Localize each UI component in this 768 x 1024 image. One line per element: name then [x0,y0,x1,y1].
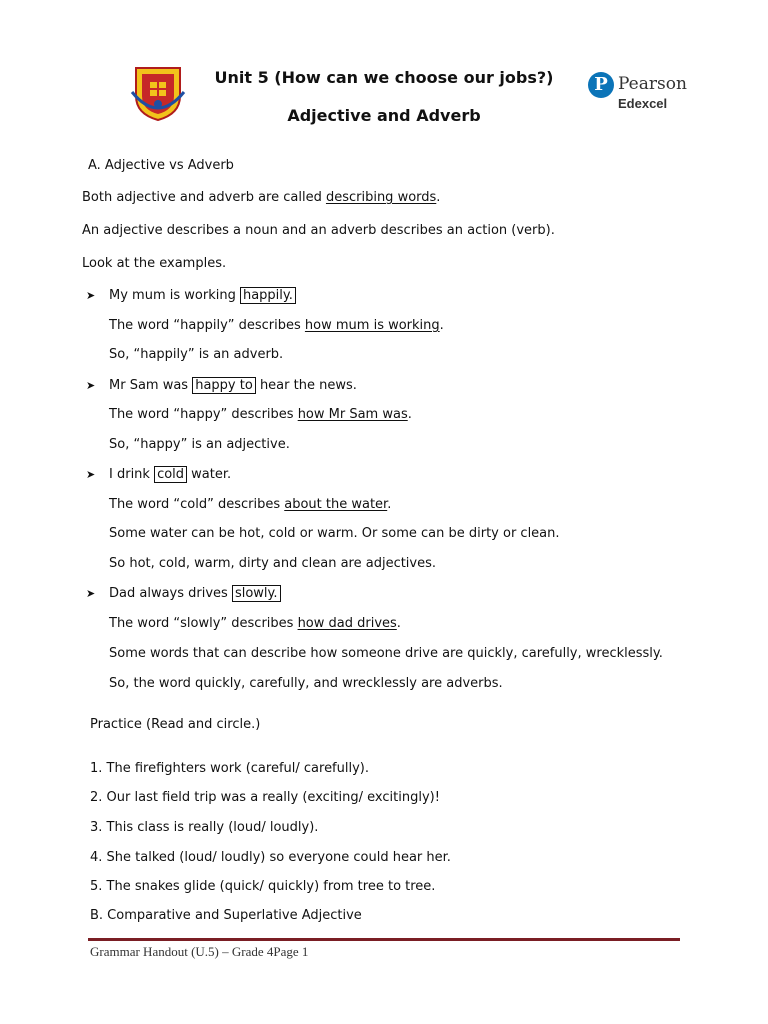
example-extra: Some water can be hot, cold or warm. Or some can be dirty or clean. [109,526,560,541]
page-subtitle: Adjective and Adverb [287,106,481,125]
example-sentence [109,466,231,484]
practice-heading: Practice (Read and circle.) [90,717,261,732]
example-conclusion: So, “happily” is an adverb. [109,347,284,362]
pearson-mark-icon: P [588,72,614,98]
example-sentence [109,585,281,603]
example-text: My mum is working [109,288,240,303]
example-explanation [109,496,391,514]
practice-item: 3. This class is really (loud/ loudly). [90,820,319,835]
section-a-heading: A. Adjective vs Adverb [88,158,234,173]
section-b-heading: B. Comparative and Superlative Adjective [90,908,362,923]
example-explanation [109,615,401,633]
example-text: Dad always drives [109,586,232,601]
arrow-bullet-icon: ➤ [86,468,96,481]
explanation-text: . [387,497,392,512]
practice-item: 4. She talked (loud/ loudly) so everyone could hear her. [90,850,451,865]
example-sentence [109,287,296,305]
explanation-text: The word “slowly” describes [109,616,298,631]
example-text: water. [187,467,232,482]
example-conclusion: So, “happy” is an adjective. [109,437,290,452]
explanation-text: . [407,407,412,422]
boxed-word: happily. [240,287,296,304]
pearson-wordmark: Pearson [618,74,687,94]
practice-item: 1. The firefighters work (careful/ carefully). [90,761,369,776]
explanation-text: . [439,318,444,333]
example-text: Mr Sam was [109,378,193,393]
explanation-text: . [396,616,401,631]
footer-divider [88,938,680,941]
example-explanation [109,317,444,335]
arrow-bullet-icon: ➤ [86,379,96,392]
page-title: Unit 5 (How can we choose our jobs?) [214,68,554,87]
example-conclusion: So, the word quickly, carefully, and wrecklessly are adverbs. [109,676,503,691]
footer-text: Grammar Handout (U.5) – Grade 4Page 1 [90,944,309,959]
underlined-term: describing words [325,190,437,205]
underlined-phrase: how dad drives [297,616,397,631]
arrow-bullet-icon: ➤ [86,289,96,302]
intro-text: . [436,190,441,205]
edexcel-wordmark: Edexcel [618,96,668,111]
intro-line-1 [82,189,440,207]
boxed-word: slowly. [232,585,281,602]
boxed-word: cold [154,466,187,483]
explanation-text: The word “happy” describes [109,407,298,422]
intro-line-3: Look at the examples. [82,256,227,271]
example-text: hear the news. [255,378,357,393]
intro-text: Both adjective and adverb are called [82,190,326,205]
boxed-word: happy to [192,377,256,394]
example-text: I drink [109,467,155,482]
explanation-text: The word “happily” describes [109,318,305,333]
pearson-edexcel-logo [588,72,692,116]
practice-item: 5. The snakes glide (quick/ quickly) from tree to tree. [90,879,436,894]
practice-item: 2. Our last field trip was a really (exciting/ excitingly)! [90,790,440,805]
underlined-phrase: how mum is working [304,318,440,333]
example-extra: Some words that can describe how someone drive are quickly, carefully, wrecklessly. [109,646,663,661]
example-explanation [109,406,412,424]
underlined-phrase: about the water [284,497,388,512]
explanation-text: The word “cold” describes [109,497,285,512]
arrow-bullet-icon: ➤ [86,587,96,600]
intro-line-2: An adjective describes a noun and an adverb describes an action (verb). [82,223,555,238]
example-sentence [109,377,357,395]
example-conclusion: So hot, cold, warm, dirty and clean are adjectives. [109,556,437,571]
underlined-phrase: how Mr Sam was [297,407,408,422]
